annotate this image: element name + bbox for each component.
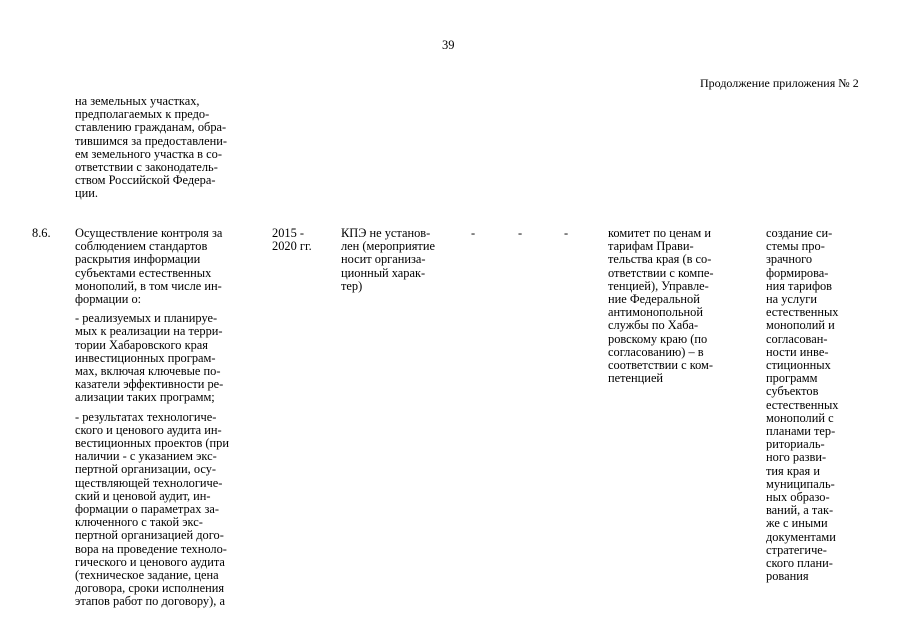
row-dash-2: - [518, 226, 523, 240]
row-result: создание си- стемы про- зрачного формирова- ния тарифов на услуги естественных монополий и согласован- ности инве- стиционных программ субъектов естественных монополий с планами тер- риториаль- ного разви- тия края и муниципаль- ных образо- ваний, а так- же с иными документами стратегиче- ского плани- рования [766, 226, 839, 584]
row-kpe: КПЭ не установ- лен (мероприятие носит организа- ционный харак- тер) [341, 226, 435, 293]
previous-row-description: на земельных участках, предполагаемых к предо- ставлению гражданам, обра- тившимся за предоставлени- ем земельного участка в со- ответствии с законодатель- ством Российской Федера- ции. [75, 94, 227, 201]
description-item-investment-programs: - реализуемых и планируе- мых к реализации на терри- тории Хабаровского края инвестиционных програм- мах, включая ключевые по- казатели эффективности ре- ализации таких программ; [75, 311, 224, 405]
description-intro: Осуществление контроля за соблюдением стандартов раскрытия информации субъектами естественных монополий, в том числе ин- формации о: [75, 226, 223, 307]
row-period: 2015 - 2020 гг. [272, 226, 312, 254]
row-dash-1: - [471, 226, 476, 240]
row-dash-3: - [564, 226, 569, 240]
row-responsible: комитет по ценам и тарифам Прави- тельства края (в со- ответствии с компе- тенцией), Управле- ние Федеральной антимонопольной службы по Хаба- ровскому краю (по согласованию) – в соответствии с ком- петенцией [608, 226, 714, 386]
row-description [75, 227, 270, 615]
description-item-audit-results: - результатах технологиче- ского и ценового аудита ин- вестиционных проектов (при наличии - с указанием экс- пертной организации, осу- ществляющей технологиче- ский и ценовой аудит, ин- формации о параметрах за- ключенного с такой экс- пертной организацией дого- вора на проведение техноло- гического и ценового аудита (техническое задание, цена договора, сроки исполнения этапов работ по договору), а [75, 409, 229, 609]
page-number: 39 [442, 38, 455, 52]
continuation-label: Продолжение приложения № 2 [700, 76, 859, 90]
row-number: 8.6. [32, 226, 51, 240]
